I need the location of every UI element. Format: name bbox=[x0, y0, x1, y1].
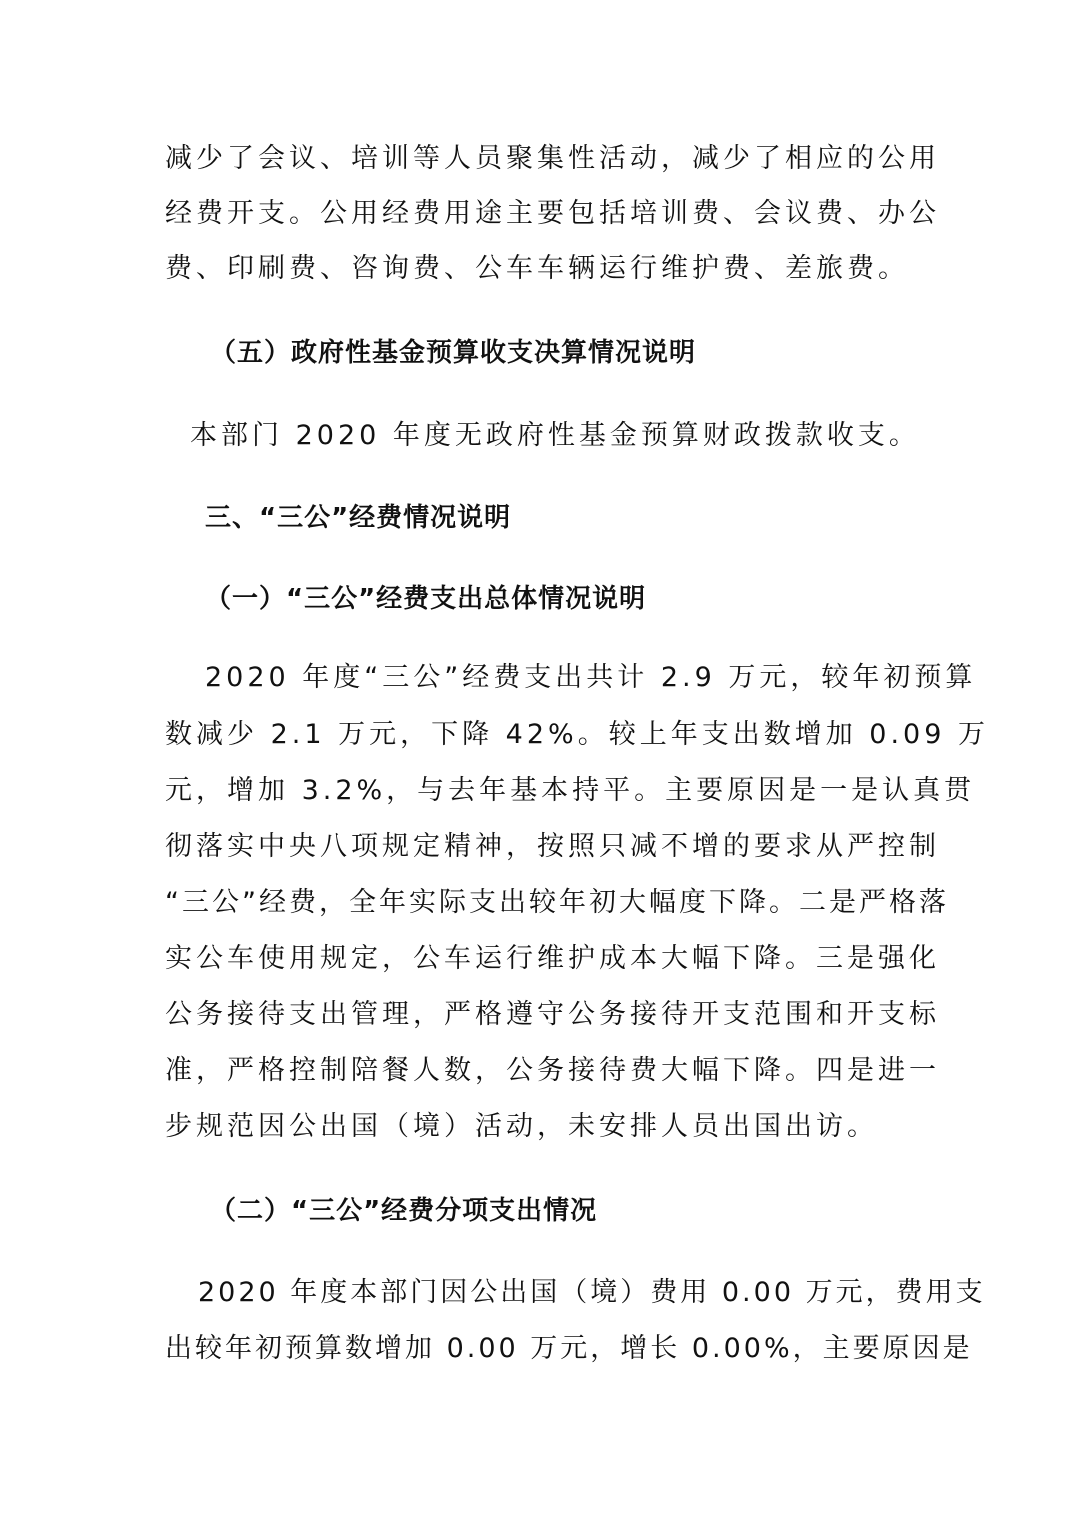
section-heading-three-public: 三、“三公”经费情况说明 bbox=[205, 503, 512, 533]
paragraph-line: 元，增加 3.2%，与去年基本持平。主要原因是一是认真贯 bbox=[165, 775, 976, 806]
paragraph-line: 2020 年度“三公”经费支出共计 2.9 万元，较年初预算 bbox=[205, 662, 977, 693]
paragraph-line: 本部门 2020 年度无政府性基金预算财政拨款收支。 bbox=[190, 420, 920, 451]
paragraph-line: “三公”经费，全年实际支出较年初大幅度下降。二是严格落 bbox=[165, 887, 949, 918]
paragraph-line: 彻落实中央八项规定精神，按照只减不增的要求从严控制 bbox=[165, 831, 940, 862]
paragraph-line: 准，严格控制陪餐人数，公务接待费大幅下降。四是进一 bbox=[165, 1055, 940, 1086]
paragraph-line: 2020 年度本部门因公出国（境）费用 0.00 万元，费用支 bbox=[198, 1277, 986, 1308]
paragraph-line: 经费开支。公用经费用途主要包括培训费、会议费、办公 bbox=[165, 198, 940, 229]
paragraph-line: 出较年初预算数增加 0.00 万元，增长 0.00%，主要原因是 bbox=[165, 1333, 973, 1364]
section-heading-items: （二）“三公”经费分项支出情况 bbox=[210, 1196, 598, 1226]
paragraph-line: 步规范因公出国（境）活动，未安排人员出国出访。 bbox=[165, 1111, 878, 1142]
paragraph-line: 实公车使用规定，公车运行维护成本大幅下降。三是强化 bbox=[165, 943, 940, 974]
paragraph-line: 减少了会议、培训等人员聚集性活动，减少了相应的公用 bbox=[165, 143, 940, 174]
paragraph-line: 数减少 2.1 万元，下降 42%。较上年支出数增加 0.09 万 bbox=[165, 719, 989, 750]
section-heading-fund: （五）政府性基金预算收支决算情况说明 bbox=[210, 338, 697, 368]
paragraph-line: 公务接待支出管理，严格遵守公务接待开支范围和开支标 bbox=[165, 999, 940, 1030]
section-heading-overall: （一）“三公”经费支出总体情况说明 bbox=[205, 584, 647, 614]
paragraph-line: 费、印刷费、咨询费、公车车辆运行维护费、差旅费。 bbox=[165, 253, 909, 284]
